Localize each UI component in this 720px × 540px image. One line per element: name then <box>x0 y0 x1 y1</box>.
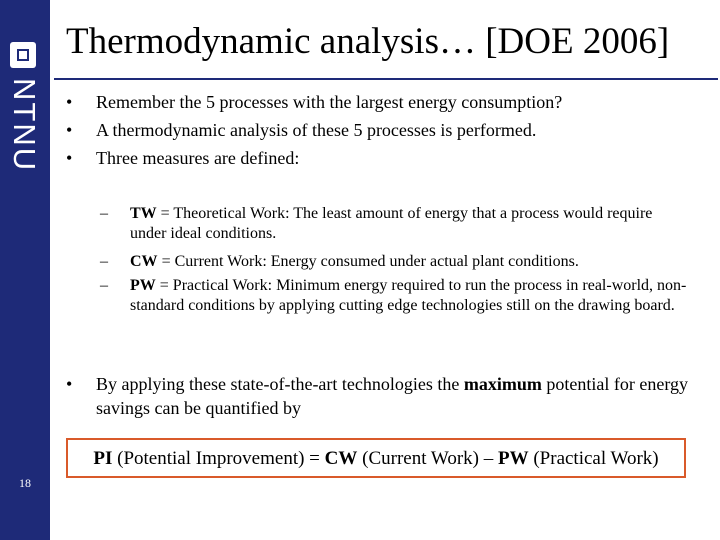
bullet-marker: • <box>66 120 73 140</box>
bullet-text-start: By applying these state-of-the-art technologies the <box>96 374 464 394</box>
sub-bullet-text <box>130 252 690 272</box>
bullet-text: Remember the 5 processes with the largest energy consumption? <box>96 92 563 112</box>
sub-bullet-text <box>130 276 690 316</box>
bullet-text-bold: maximum <box>463 374 542 394</box>
bullet-text <box>96 372 691 420</box>
sub-bullet-marker: – <box>100 277 108 294</box>
term-tw-definition: = Theoretical Work: The least amount of energy that a process would require under ideal conditions. <box>130 205 653 242</box>
sidebar <box>0 0 50 540</box>
sub-bullet-marker: – <box>100 253 108 270</box>
bullet-text: Three measures are defined: <box>96 148 300 168</box>
ntnu-logo-icon <box>10 42 36 68</box>
sub-bullet-marker: – <box>100 205 108 222</box>
bullet-text: A thermodynamic analysis of these 5 processes is performed. <box>96 120 537 140</box>
slide-title: Thermodynamic analysis… [DOE 2006] <box>66 21 670 62</box>
term-cw: CW <box>130 253 158 270</box>
formula-cw-desc: (Current Work) – <box>357 448 498 469</box>
bullet-marker: • <box>66 148 73 168</box>
sub-bullet-text <box>130 204 690 244</box>
bullet-marker: • <box>66 92 73 112</box>
title-divider <box>54 78 718 80</box>
formula-pw-desc: (Practical Work) <box>528 448 659 469</box>
formula-pi-desc: (Potential Improvement) = <box>112 448 325 469</box>
potential-improvement-formula <box>66 438 686 478</box>
term-pw: PW <box>130 277 156 294</box>
bullet-marker: • <box>66 374 73 394</box>
term-cw-definition: = Current Work: Energy consumed under actual plant conditions. <box>157 253 579 270</box>
bullet-text-end: potential for energy savings can be quantified by <box>96 374 689 418</box>
ntnu-logo-text: NTNU <box>7 78 42 173</box>
formula-pw: PW <box>497 448 529 469</box>
term-tw: TW <box>130 205 157 222</box>
page-number: 18 <box>19 476 31 490</box>
formula-cw: CW <box>324 448 358 469</box>
term-pw-definition: = Practical Work: Minimum energy required to run the process in real-world, non-standard conditions by applying cutting edge technologies still on the drawing board. <box>130 277 687 314</box>
formula-pi: PI <box>93 448 113 469</box>
